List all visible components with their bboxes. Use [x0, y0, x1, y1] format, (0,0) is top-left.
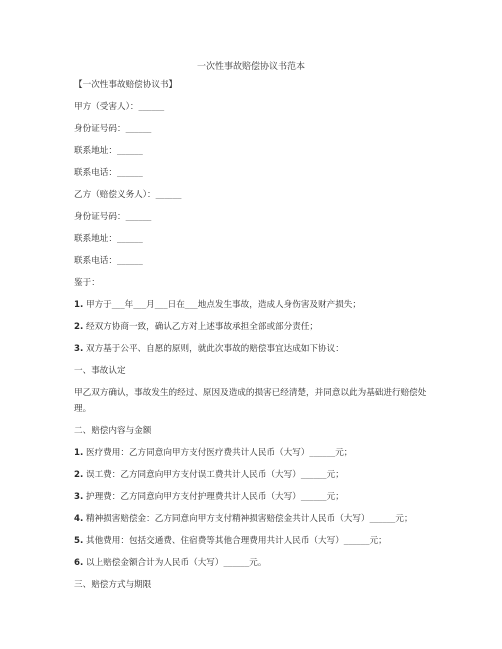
recital-item — [74, 344, 344, 355]
item-text: 其他费用：包括交通费、住宿费等其他合理费用共计人民币（大写）______元； — [83, 536, 387, 546]
item-number: 5. — [74, 536, 84, 546]
party-b-phone-field: 联系电话：______ — [74, 256, 143, 266]
item-text: 精神损害赔偿金：乙方同意向甲方支付精神损害赔偿金共计人民币（大写）______元； — [83, 514, 413, 524]
compensation-item — [74, 448, 352, 459]
compensation-item — [74, 536, 387, 547]
party-a-address-field: 联系地址：______ — [74, 146, 143, 156]
party-b-field: 乙方（赔偿义务人）：______ — [74, 190, 182, 200]
compensation-item — [74, 514, 413, 525]
party-a-field: 甲方（受害人）：______ — [74, 102, 165, 112]
section-heading: 三、赔偿方式与期限 — [74, 580, 152, 590]
item-number: 6. — [74, 558, 84, 568]
compensation-item — [74, 558, 266, 569]
recital-text: 经双方协商一致，确认乙方对上述事故承担全部或部分责任； — [83, 322, 319, 332]
document-title: 一次性事故赔偿协议书范本 — [196, 62, 305, 72]
item-text: 以上赔偿金额合计为人民币（大写）______元。 — [83, 558, 267, 568]
item-number: 2. — [74, 470, 84, 480]
recital-text: 双方基于公平、自愿的原则，就此次事故的赔偿事宜达成如下协议： — [83, 344, 344, 354]
compensation-item — [74, 492, 344, 503]
recital-item — [74, 322, 318, 333]
recital-number: 3. — [74, 344, 84, 354]
item-number: 1. — [74, 448, 84, 458]
recital-number: 2. — [74, 322, 84, 332]
whereas-heading: 鉴于： — [74, 278, 100, 288]
item-number: 3. — [74, 492, 84, 502]
section-heading: 二、赔偿内容与金额 — [74, 426, 152, 436]
section-heading: 一、事故认定 — [74, 366, 126, 376]
recital-number: 1. — [74, 300, 84, 310]
party-b-id-field: 身份证号码：______ — [74, 212, 152, 222]
item-text: 医疗费用：乙方同意向甲方支付医疗费共计人民币（大写）______元； — [83, 448, 353, 458]
item-text: 护理费：乙方同意向甲方支付护理费共计人民币（大写）______元； — [83, 492, 344, 502]
item-number: 4. — [74, 514, 84, 524]
section-body: 甲乙双方确认，事故发生的经过、原因及造成的损害已经清楚，并同意以此为基础进行赔偿处理。 — [74, 388, 427, 414]
document-header: 【一次性事故赔偿协议书】 — [74, 80, 178, 90]
party-a-id-field: 身份证号码：______ — [74, 124, 152, 134]
party-b-address-field: 联系地址：______ — [74, 234, 143, 244]
party-a-phone-field: 联系电话：______ — [74, 168, 143, 178]
item-text: 误工费：乙方同意向甲方支付误工费共计人民币（大写）______元； — [83, 470, 344, 480]
recital-text: 甲方于___年___月___日在___地点发生事故，造成人身伤害及财产损失； — [83, 300, 361, 310]
compensation-item — [74, 470, 344, 481]
recital-item — [74, 300, 361, 311]
